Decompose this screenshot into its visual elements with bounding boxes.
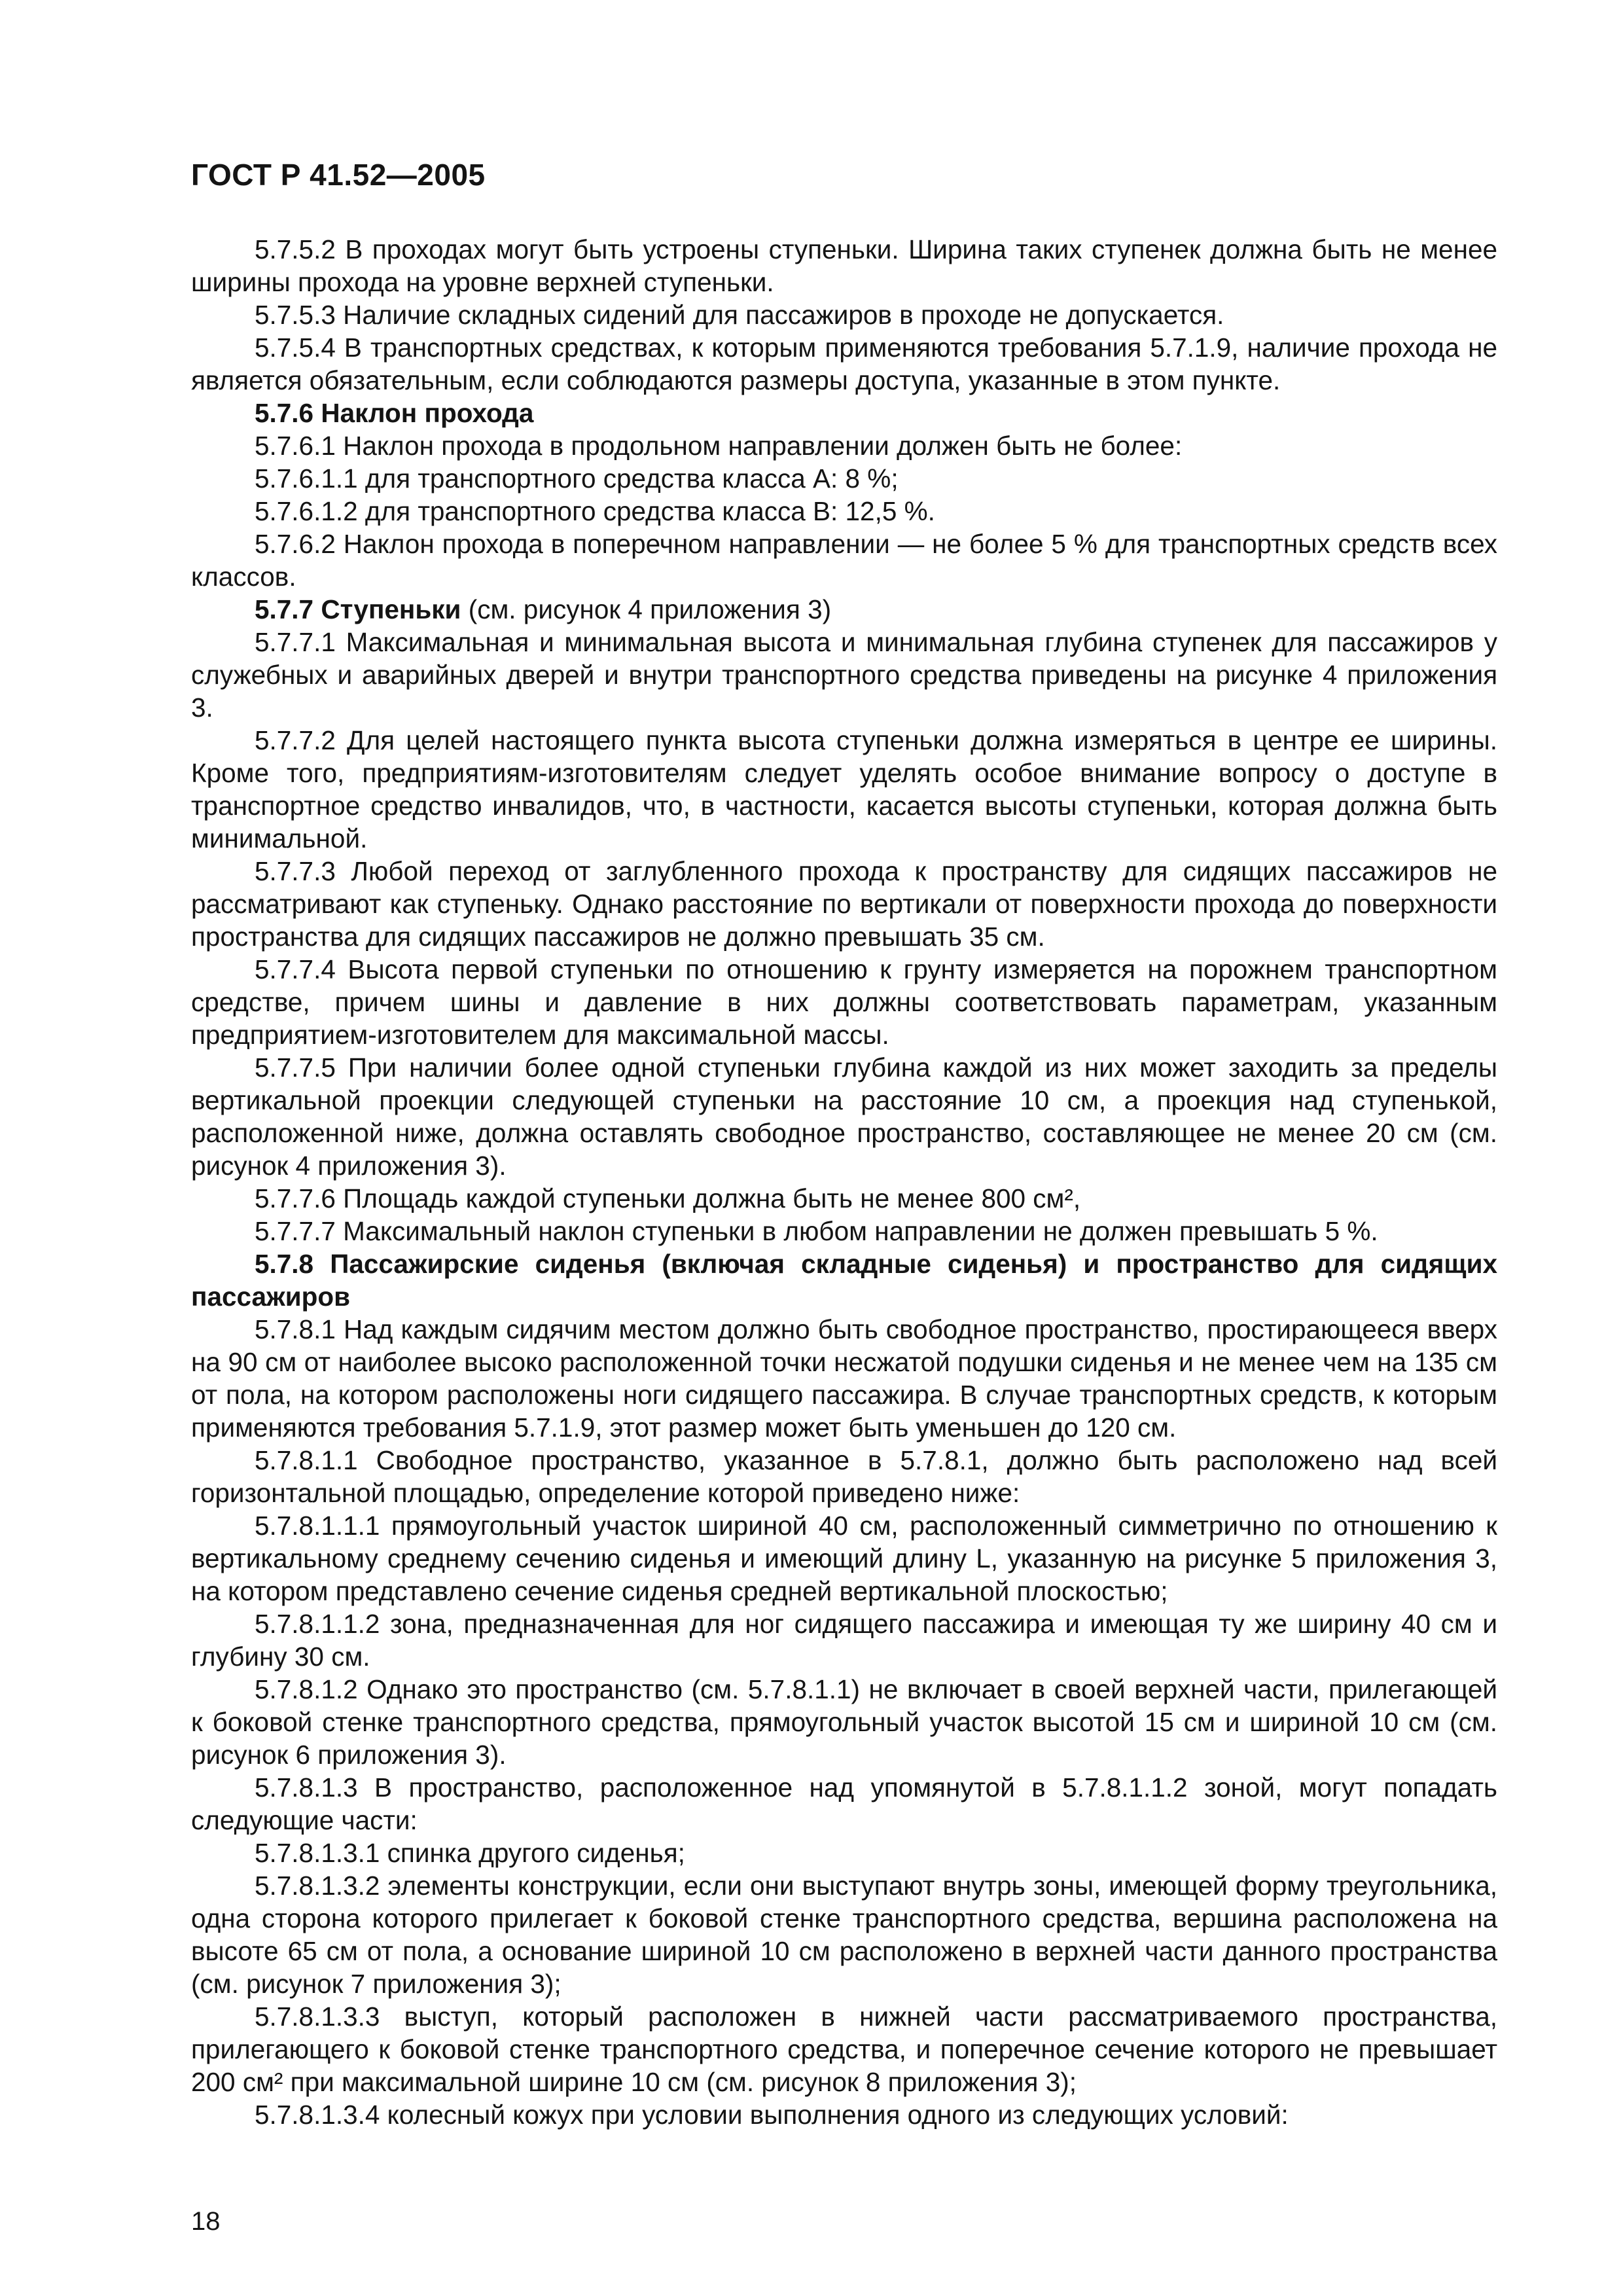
paragraph: 5.7.8.1.2 Однако это пространство (см. 5.7.8.1.1) не включает в своей верхней части, прилегающей к боковой стенке транспортного средства, прямоугольный участок высотой 15 см и шириной 10 см (см. рисунок 6 приложения 3). [191, 1674, 1497, 1770]
page-header-title: ГОСТ Р 41.52—2005 [191, 158, 486, 192]
paragraph: 5.7.6.1.1 для транспортного средства класса А: 8 %; [255, 463, 899, 493]
document-body [191, 233, 1497, 2131]
paragraph: 5.7.8.1.1.1 прямоугольный участок шириной 40 см, расположенный симметрично по отношению к вертикальному среднему сечению сиденья и имеющий длину L, указанную на рисунке 5 приложения 3, на котором представлено сечение сиденья средней вертикальной плоскостью; [191, 1511, 1497, 1606]
paragraph: 5.7.8.1.3.1 спинка другого сиденья; [255, 1838, 685, 1868]
paragraph: 5.7.6.2 Наклон прохода в поперечном направлении — не более 5 % для транспортных средств всех классов. [191, 529, 1497, 592]
paragraph: 5.7.5.3 Наличие складных сидений для пассажиров в проходе не допускается. [255, 300, 1224, 330]
paragraph: 5.7.7.3 Любой переход от заглубленного прохода к пространству для сидящих пассажиров не рассматривают как ступеньку. Однако расстояние по вертикали от поверхности прохода до поверхности пространства для сидящих пассажиров не должно превышать 35 см. [191, 856, 1497, 952]
section-heading: 5.7.6 Наклон прохода [255, 398, 534, 428]
paragraph: 5.7.8.1.1.2 зона, предназначенная для ног сидящего пассажира и имеющая ту же ширину 40 см и глубину 30 см. [191, 1609, 1497, 1672]
paragraph: 5.7.8.1.3.3 выступ, который расположен в нижней части рассматриваемого пространства, прилегающего к боковой стенке транспортного средства, и поперечное сечение которого не превышает 200 см² при максимальной ширине 10 см (см. рисунок 8 приложения 3); [191, 2001, 1497, 2097]
paragraph: 5.7.7.4 Высота первой ступеньки по отношению к грунту измеряется на порожнем транспортном средстве, причем шины и давление в них должны соответствовать параметрам, указанным предприятием-изготовителем для максимальной массы. [191, 954, 1497, 1050]
paragraph: 5.7.8.1.3 В пространство, расположенное над упомянутой в 5.7.8.1.1.2 зоной, могут попадать следующие части: [191, 1772, 1497, 1835]
paragraph: 5.7.7.5 При наличии более одной ступеньки глубина каждой из них может заходить за пределы вертикальной проекции следующей ступеньки на расстояние 10 см, а проекция над ступенькой, расположенной ниже, должна оставлять свободное пространство, составляющее не менее 20 см (см. рисунок 4 приложения 3). [191, 1052, 1497, 1181]
paragraph: 5.7.7.6 Площадь каждой ступеньки должна быть не менее 800 см², [255, 1183, 1081, 1213]
page-number: 18 [191, 2207, 221, 2236]
section-heading: 5.7.8 Пассажирские сиденья (включая складные сиденья) и пространство для сидящих пассажиров [191, 1249, 1497, 1312]
paragraph: 5.7.6.1 Наклон прохода в продольном направлении должен быть не более: [255, 431, 1183, 461]
paragraph: 5.7.7.7 Максимальный наклон ступеньки в любом направлении не должен превышать 5 %. [255, 1216, 1378, 1246]
paragraph: 5.7.6.1.2 для транспортного средства класса В: 12,5 %. [255, 496, 935, 526]
paragraph: 5.7.8.1.3.4 колесный кожух при условии выполнения одного из следующих условий: [255, 2100, 1289, 2130]
paragraph: 5.7.7.2 Для целей настоящего пункта высота ступеньки должна измеряться в центре ее ширины. Кроме того, предприятиям-изготовителям следует уделять особое внимание вопросу о доступе в транспортное средство инвалидов, что, в частности, касается высоты ступеньки, которая должна быть минимальной. [191, 725, 1497, 853]
paragraph: 5.7.8.1.1 Свободное пространство, указанное в 5.7.8.1, должно быть расположено над всей горизонтальной площадью, определение которой приведено ниже: [191, 1445, 1497, 1508]
paragraph: 5.7.5.4 В транспортных средствах, к которым применяются требования 5.7.1.9, наличие прохода не является обязательным, если соблюдаются размеры доступа, указанные в этом пункте. [191, 332, 1497, 395]
paragraph: 5.7.5.2 В проходах могут быть устроены ступеньки. Ширина таких ступенек должна быть не менее ширины прохода на уровне верхней ступеньки. [191, 234, 1497, 297]
paragraph: 5.7.7.1 Максимальная и минимальная высота и минимальная глубина ступенек для пассажиров у служебных и аварийных дверей и внутри транспортного средства приведены на рисунке 4 приложения 3. [191, 627, 1497, 723]
paragraph: 5.7.8.1 Над каждым сидячим местом должно быть свободное пространство, простирающееся вверх на 90 см от наиболее высоко расположенной точки несжатой подушки сиденья и не менее чем на 135 см от пола, на котором расположены ноги сидящего пассажира. В случае транспортных средств, к которым применяются требования 5.7.1.9, этот размер может быть уменьшен до 120 см. [191, 1314, 1497, 1443]
section-heading: 5.7.7 Ступеньки (см. рисунок 4 приложения 3) [255, 594, 832, 624]
paragraph: 5.7.8.1.3.2 элементы конструкции, если они выступают внутрь зоны, имеющей форму треугольника, одна сторона которого прилегает к боковой стенке транспортного средства, вершина расположена на высоте 65 см от пола, а основание шириной 10 см расположено в верхней части данного пространства (см. рисунок 7 приложения 3); [191, 1871, 1497, 1999]
